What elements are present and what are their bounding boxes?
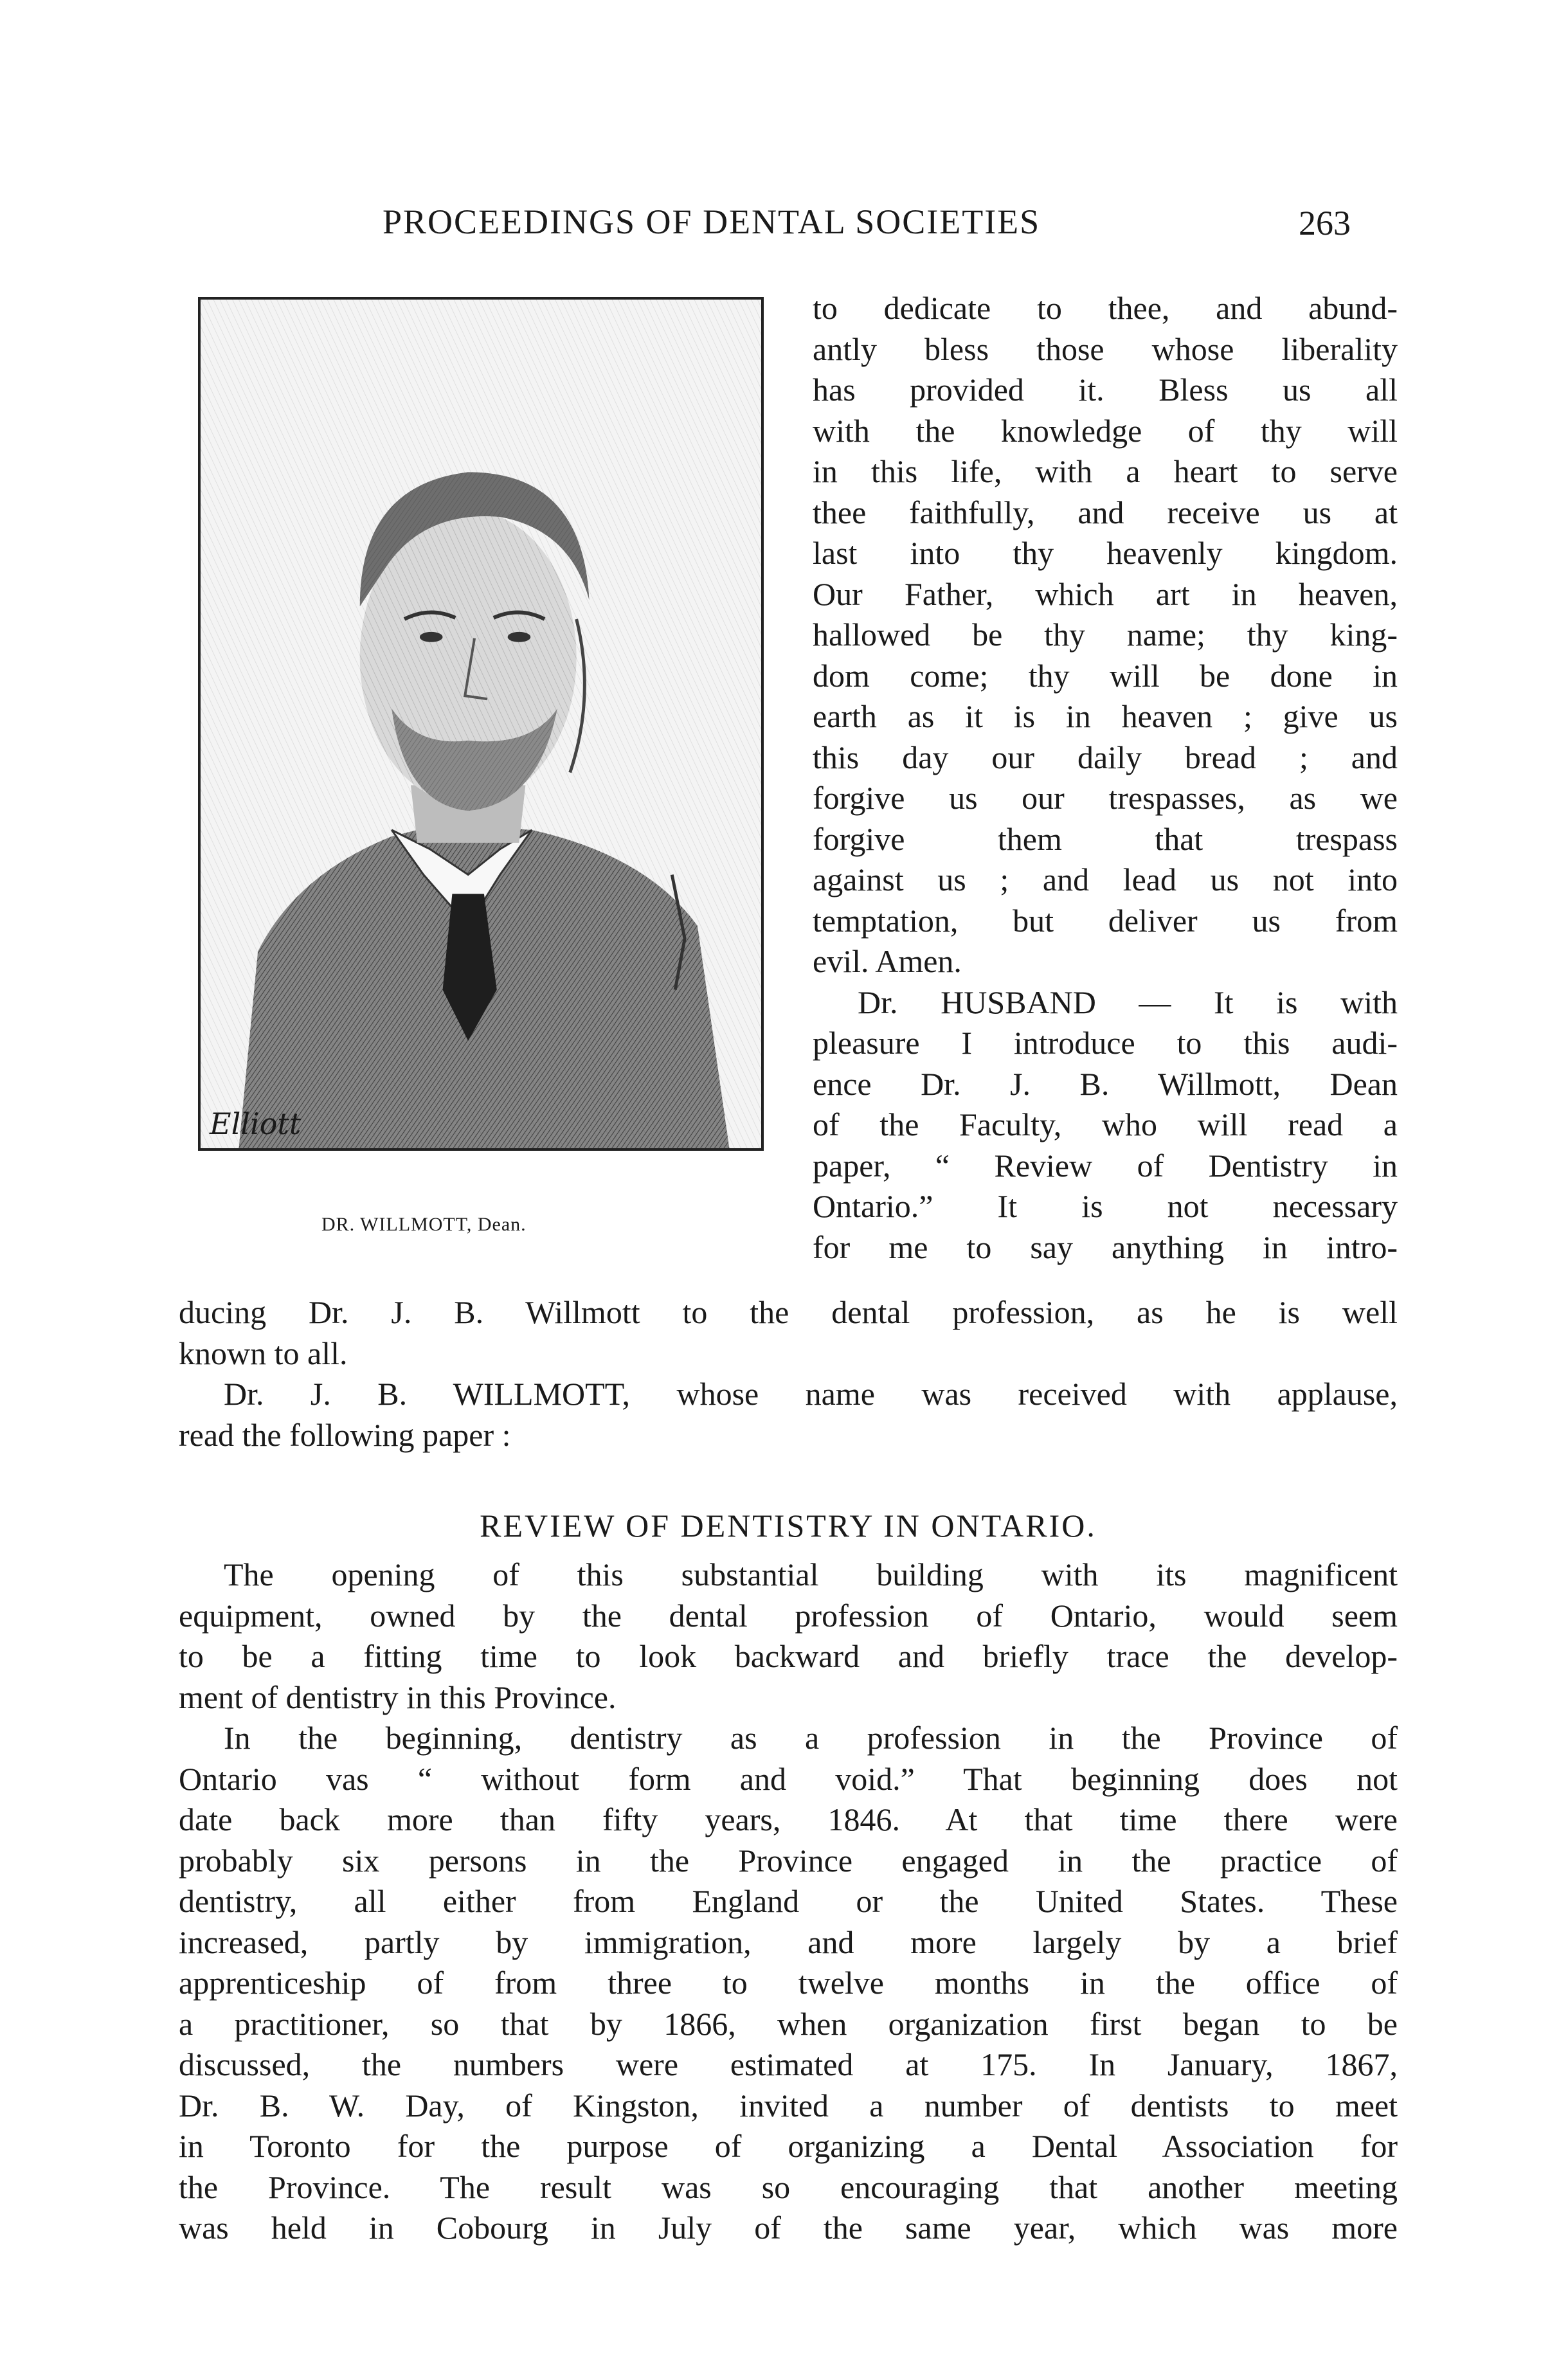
text-line: with the knowledge of thy will xyxy=(813,412,1398,449)
text-line: Dr. J. B. WILLMOTT, whose name was received with applause, xyxy=(224,1376,1398,1412)
text-line: was held in Cobourg in July of the same year, which was more xyxy=(179,2210,1398,2246)
text-line: Dr. B. W. Day, of Kingston, invited a number of dentists to meet xyxy=(179,2087,1398,2123)
text-line: pleasure I introduce to this audi- xyxy=(813,1025,1398,1061)
text-line: last into thy heavenly kingdom. xyxy=(813,535,1398,571)
text-line: Our Father, which art in heaven, xyxy=(813,575,1398,612)
text-line: this day our daily bread ; and xyxy=(813,739,1398,775)
article-heading: REVIEW OF DENTISTRY IN ONTARIO. xyxy=(480,1508,1097,1544)
text-line: to dedicate to thee, and abund- xyxy=(813,290,1398,326)
text-line: paper, “ Review of Dentistry in xyxy=(813,1147,1398,1184)
text-line: hallowed be thy name; thy king- xyxy=(813,617,1398,653)
text-line: the Province. The result was so encouraging that another meeting xyxy=(179,2168,1398,2205)
engraver-signature: Elliott xyxy=(210,1106,302,1141)
text-line: probably six persons in the Province engaged in the practice of xyxy=(179,1842,1398,1879)
text-line: Ontario.” It is not necessary xyxy=(813,1188,1398,1224)
text-line: in Toronto for the purpose of organizing a Dental Association for xyxy=(179,2128,1398,2164)
text-line: date back more than fifty years, 1846. At that time there were xyxy=(179,1801,1398,1837)
text-line: has provided it. Bless us all xyxy=(813,372,1398,408)
text-line: evil. Amen. xyxy=(813,943,962,979)
text-line: thee faithfully, and receive us at xyxy=(813,494,1398,530)
text-line: Dr. HUSBAND — It is with xyxy=(858,984,1398,1020)
text-line: In the beginning, dentistry as a profession in the Province of xyxy=(224,1720,1398,1756)
article-body xyxy=(179,1555,1398,2249)
portrait-engraving xyxy=(201,300,761,1148)
text-line: The opening of this substantial building with its magnificent xyxy=(224,1556,1398,1592)
running-title: PROCEEDINGS OF DENTAL SOCIETIES xyxy=(383,203,1041,241)
text-line: in this life, with a heart to serve xyxy=(813,453,1398,489)
page-number: 263 xyxy=(1299,204,1351,242)
text-line: forgive them that trespass xyxy=(813,820,1398,857)
text-line: a practitioner, so that by 1866, when organization first began to be xyxy=(179,2005,1398,2042)
text-line: antly bless those whose liberality xyxy=(813,330,1398,367)
full-width-text xyxy=(179,1292,1398,1456)
text-line: dom come; thy will be done in xyxy=(813,657,1398,694)
text-line: known to all. xyxy=(179,1335,348,1371)
text-line: read the following paper : xyxy=(179,1416,511,1453)
text-line: forgive us our trespasses, as we xyxy=(813,780,1398,816)
text-line: Ontario vas “ without form and void.” That beginning does not xyxy=(179,1760,1398,1797)
text-line: of the Faculty, who will read a xyxy=(813,1106,1398,1142)
text-line: dentistry, all either from England or the United States. These xyxy=(179,1883,1398,1919)
text-line: discussed, the numbers were estimated at 175. In January, 1867, xyxy=(179,2046,1398,2082)
portrait-figure xyxy=(198,297,764,1151)
text-line: apprenticeship of from three to twelve months in the office of xyxy=(179,1965,1398,2001)
right-column-text xyxy=(813,288,1398,1268)
text-line: earth as it is in heaven ; give us xyxy=(813,698,1398,734)
text-line: ence Dr. J. B. Willmott, Dean xyxy=(813,1065,1398,1102)
text-line: for me to say anything in intro- xyxy=(813,1229,1398,1265)
text-line: ducing Dr. J. B. Willmott to the dental profession, as he is well xyxy=(179,1294,1398,1330)
text-line: equipment, owned by the dental profession of Ontario, would seem xyxy=(179,1597,1398,1634)
text-line: increased, partly by immigration, and more largely by a brief xyxy=(179,1924,1398,1960)
text-line: ment of dentistry in this Province. xyxy=(179,1679,617,1715)
figure-caption: DR. WILLMOTT, Dean. xyxy=(321,1214,527,1235)
text-line: temptation, but deliver us from xyxy=(813,902,1398,939)
text-line: against us ; and lead us not into xyxy=(813,861,1398,897)
text-line: to be a fitting time to look backward and briefly trace the develop- xyxy=(179,1638,1398,1674)
